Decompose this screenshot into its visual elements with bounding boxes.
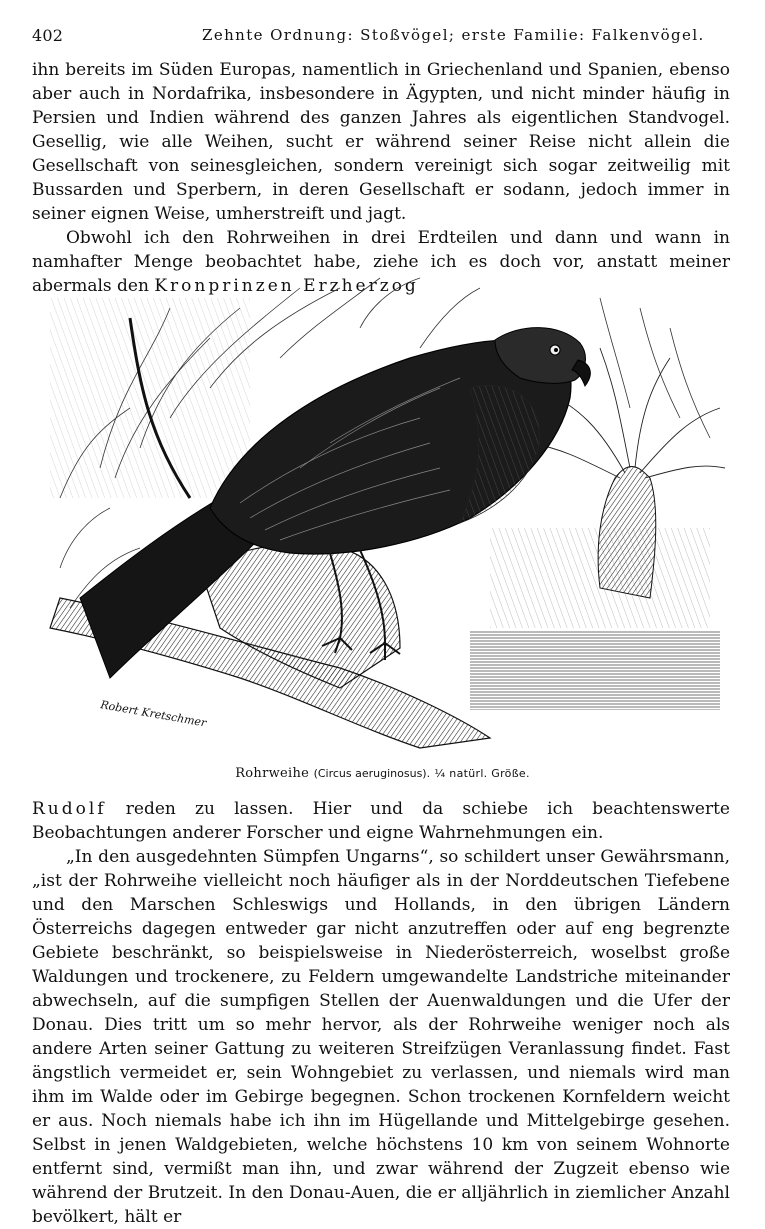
text-block-top [32, 58, 730, 296]
spaced-name-kronprinz: Kronprinzen Erzherzog [154, 276, 419, 296]
running-head: Zehnte Ordnung: Stoßvögel; erste Familie: Falkenvögel. [202, 26, 705, 44]
caption-latin-name: (Circus aeruginosus). [313, 767, 431, 780]
paragraph-rudolf-text: reden zu lassen. Hier und da schiebe ich beachtenswerte Beobachtungen anderer Forscher und eigne Wahrnehmungen ein. [32, 799, 730, 843]
paragraph-rudolf [32, 797, 730, 845]
page-header [32, 26, 729, 52]
figure-caption [0, 766, 765, 781]
caption-german-name: Rohrweihe [235, 766, 310, 781]
text-block-bottom [32, 797, 730, 1227]
paragraph-continued: ihn bereits im Süden Europas, namentlich in Griechenland und Spanien, ebenso aber auch in Nordafrika, insbesondere in Ägypten, und nicht minder häufig in Persien und Indien während des ganzen Jahres als eigentlichen Standvogel. Gesellig, wie alle Weihen, sucht er während seiner Reise nicht allein die Gesellschaft von seinesgleichen, sondern vereinigt sich sogar zeitweilig mit Bussarden und Sperbern, in deren Gesellschaft er sodann, jedoch immer in seiner eignen Weise, umherstreift und jagt. [32, 60, 730, 224]
page-number: 402 [32, 26, 64, 45]
water-surface [470, 630, 720, 710]
paragraph-obwohl-text: Obwohl ich den Rohrweihen in drei Erdteilen und dann und wann in namhafter Menge beobachtet habe, ziehe ich es doch vor, anstatt meiner abermals den [32, 228, 730, 296]
spaced-name-rudolf: Rudolf [32, 799, 107, 819]
caption-scale: ¼ natürl. Größe. [434, 767, 530, 780]
paragraph-quote-ungarn: „In den ausgedehnten Sümpfen Ungarns“, so schildert unser Gewährsmann, „ist der Rohrweihe vielleicht noch häufiger als in der Norddeutschen Tiefebene und den Marschen Schleswigs und Hollands, in den übrigen Ländern Österreichs dagegen entweder gar nicht anzutreffen oder auf eng begrenzte Gebiete beschränkt, so beispielsweise in Niederösterreich, woselbst große Waldungen und trockenere, zu Feldern umgewandelte Landstriche miteinander abwechseln, auf die sumpfigen Stellen der Auenwaldungen und die Ufer der Donau. Dies tritt um so mehr hervor, als der Rohrweihe weniger noch als andere Arten seiner Gattung zu weiteren Streifzügen Veranlassung findet. Fast ängstlich vermeidet er, sein Wohngebiet zu verlassen, und niemals wird man ihm im Walde oder im Gebirge begegnen. Schon trockenen Kornfeldern weicht er aus. Noch niemals habe ich ihn im Hügellande und Mittelgebirge gesehen. Selbst in jenen Waldgebieten, welche höchstens 10 km von seinem Wohnorte entfernt sind, vermißt man ihn, und zwar während der Zugzeit ebenso wie während der Brutzeit. In den Donau-Auen, die er alljährlich in ziemlicher Anzahl bevölkert, hält er [32, 847, 730, 1227]
artist-signature: Robert Kretschmer [99, 698, 208, 730]
marsh-harrier-illustration [40, 268, 725, 753]
